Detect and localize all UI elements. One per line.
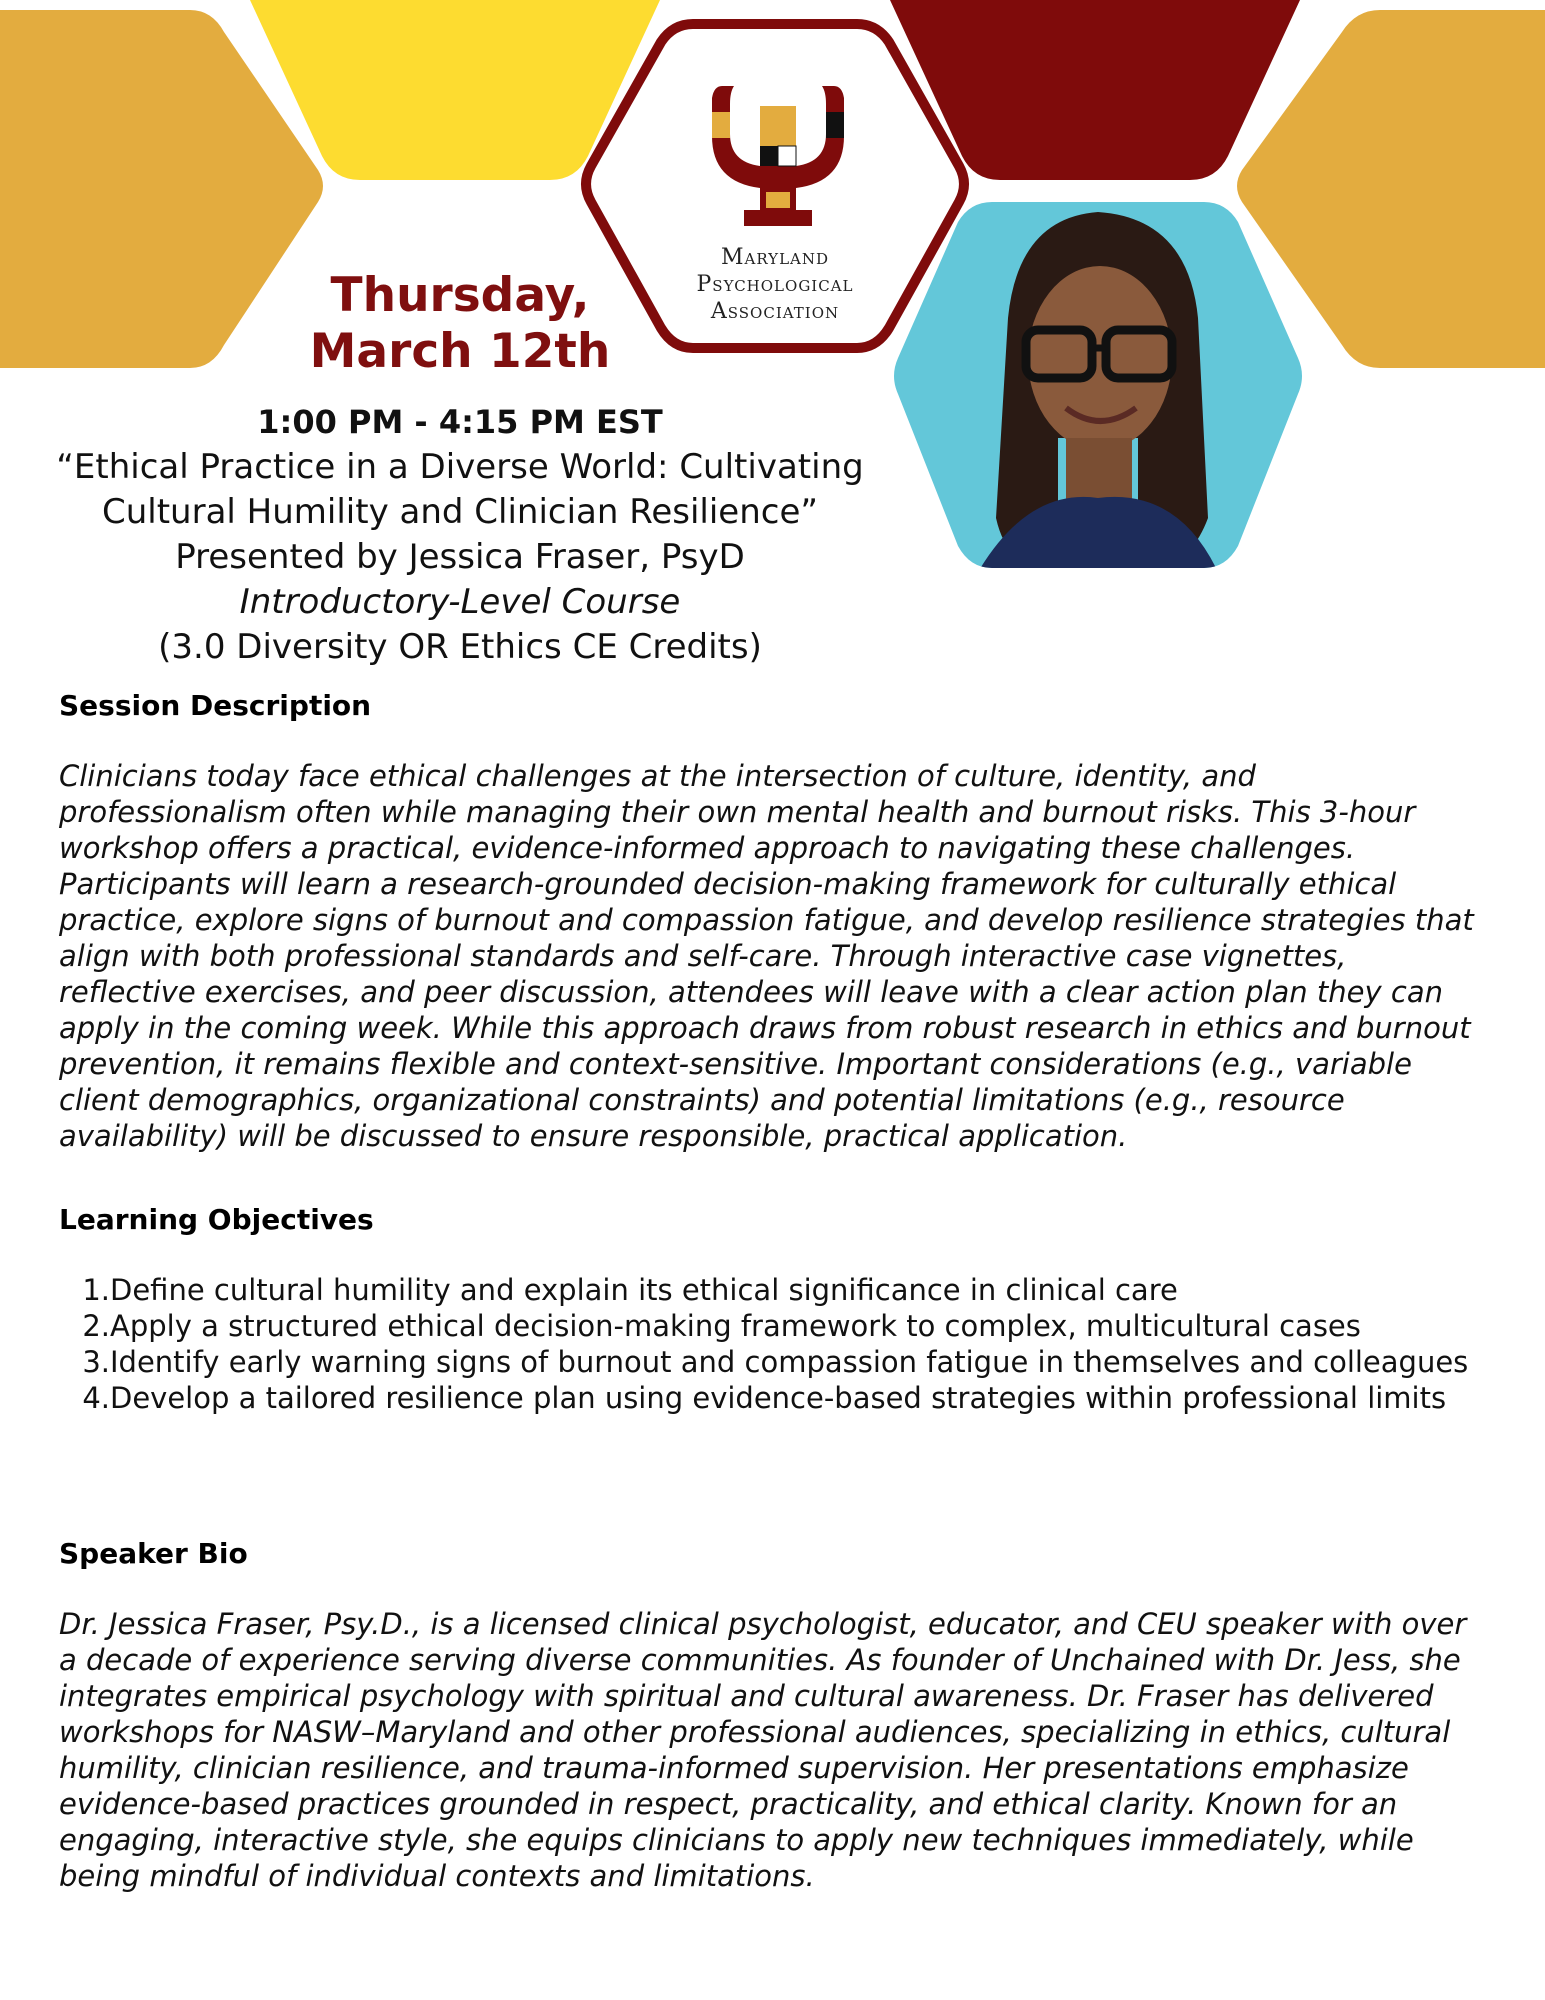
objective-number: 4. — [82, 1381, 110, 1415]
objective-item — [80, 1380, 1480, 1416]
objective-text: Define cultural humility and explain its ethical significance in clinical care — [110, 1273, 1178, 1307]
presenter: Presented by Jessica Fraser, PsyD — [175, 537, 745, 577]
logo-line-1: Maryland — [720, 245, 830, 270]
course-level: Introductory-Level Course — [239, 582, 681, 622]
event-info — [20, 400, 900, 670]
objective-text: Apply a structured ethical decision-making framework to complex, multicultural cases — [110, 1309, 1361, 1343]
logo-line-3: Association — [710, 299, 840, 324]
ce-credits: (3.0 Diversity OR Ethics CE Credits) — [158, 627, 762, 667]
objective-item — [80, 1308, 1480, 1344]
session-description-text: Clinicians today face ethical challenges at the intersection of culture, identity, and professionalism often while managing their own mental health and burnout risks. This 3-hour workshop offers a practical, evidence-informed approach to navigating these challenges. Participants will learn a research-grounded decision-making framework for culturally ethical practice, explore signs of burnout and compassion fatigue, and develop resilience strategies that align with both professional standards and self-care. Through interactive case vignettes, reflective exercises, and peer discussion, attendees will leave with a clear action plan they can apply in the coming week. While this approach draws from robust research in ethics and burnout prevention, it remains flexible and context-sensitive. Important considerations (e.g., variable client demographics, organizational constraints) and potential limitations (e.g., resource availability) will be discussed to ensure responsible, practical application. — [59, 759, 1474, 1153]
objective-item — [80, 1272, 1480, 1308]
objective-text: Develop a tailored resilience plan using evidence-based strategies within professional limits — [110, 1381, 1447, 1415]
psi-maryland-flag-icon — [708, 82, 848, 232]
objective-number: 2. — [82, 1309, 110, 1343]
event-title-line-2: Cultural Humility and Clinician Resilience” — [101, 492, 818, 532]
objective-number: 3. — [82, 1345, 110, 1379]
event-date — [240, 268, 680, 380]
learning-objectives-list — [80, 1272, 1480, 1416]
event-day: Thursday, — [330, 268, 590, 323]
event-date-value: March 12th — [309, 324, 611, 379]
objective-text: Identify early warning signs of burnout and compassion fatigue in themselves and colleagues — [110, 1345, 1469, 1379]
event-title-line-1: “Ethical Practice in a Diverse World: Cultivating — [56, 447, 864, 487]
speaker-bio-text: Dr. Jessica Fraser, Psy.D., is a licensed clinical psychologist, educator, and CEU speaker with over a decade of experience serving diverse communities. As founder of Unchained with Dr. Jess, she integrates empirical psychology with spiritual and cultural awareness. Dr. Fraser has delivered workshops for NASW–Maryland and other professional audiences, specializing in ethics, cultural humility, clinician resilience, and trauma-informed supervision. Her presentations emphasize evidence-based practices grounded in respect, practicality, and ethical clarity. Known for an engaging, interactive style, she equips clinicians to apply new techniques immediately, while being mindful of individual contexts and limitations. — [59, 1607, 1467, 1893]
learning-objectives-heading: Learning Objectives — [59, 1203, 374, 1236]
objective-number: 1. — [82, 1273, 110, 1307]
event-time: 1:00 PM - 4:15 PM EST — [257, 403, 663, 441]
session-description-heading: Session Description — [59, 689, 372, 722]
speaker-photo — [888, 198, 1308, 572]
objective-item — [80, 1344, 1480, 1380]
speaker-bio-heading: Speaker Bio — [59, 1537, 248, 1570]
logo-wordmark — [640, 244, 910, 325]
logo-line-2: Psychological — [696, 272, 854, 297]
